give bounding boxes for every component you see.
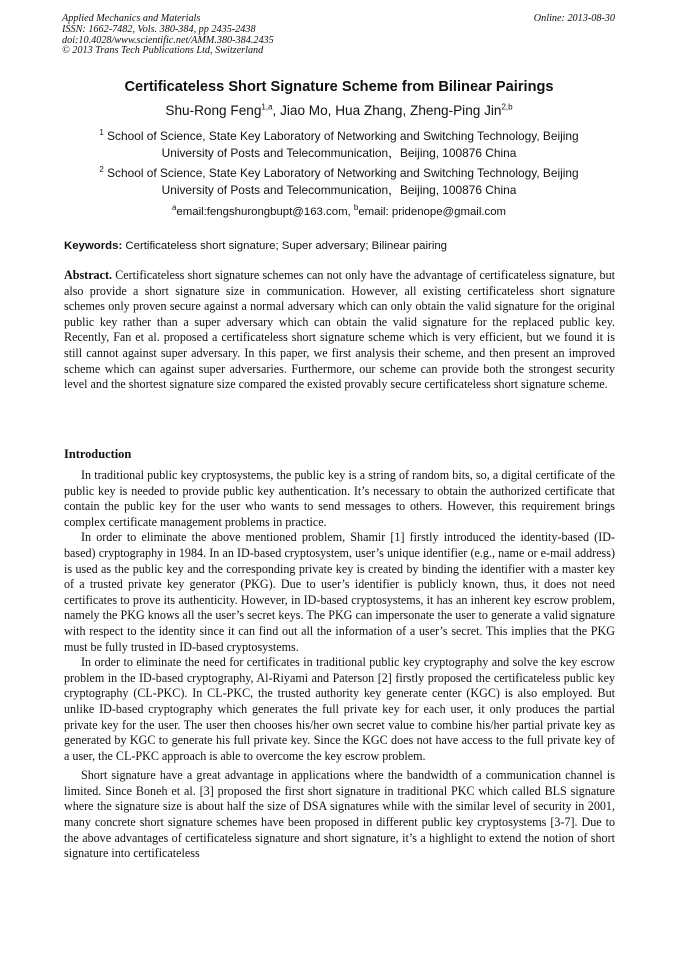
email-b: email: pridenope@gmail.com — [358, 206, 507, 218]
intro-paragraph-4: Short signature have a great advantage in applications where the bandwidth of a communication channel is limited. Since Boneh et al. [3] proposed the first short signature in traditional PKC which called BLS signature where the signature size is about half the size of DSA signatures while with the similar level of security in 2001, many concrete short signature schemes have been proposed in different public key cryptosystems [3-7]. Due to the above advantages of certificateless signature and short signature, it’s a highlight to extend the notion of short signature into certificateless — [64, 768, 615, 861]
affiliation-2-line2: University of Posts and Telecommunication，Beijing, 100876 China — [161, 182, 517, 197]
intro-paragraph-2: In order to eliminate the above mentioned problem, Shamir [1] firstly introduced the identity-based (ID-based) cryptography in 1984. In an ID-based cryptosystem, user’s unique identifier (e.g., name or e-mail address) is used as the public key and the corresponding private key is created by binding the identifier with a master key of a trusted private key generator (PKG). Due to user’s identifier is publicly known, thus, it does not need certificates to prove its authenticity. However, in ID-based cryptosystems, it has an inherent key escrow problem, namely the PKG knows all the user’s secret keys. The PKG can impersonate the user to generate a valid signature with respect to the identity since it can find out all the information of a user’s secret. This implies that the PKG must be fully trusted in ID-based cryptosystems. — [64, 530, 615, 654]
author-1-sup: 1,a — [261, 102, 273, 112]
copyright-line: © 2013 Trans Tech Publications Ltd, Switzerland — [62, 45, 264, 57]
introduction-body — [64, 468, 615, 862]
author-1: Shu-Rong Feng — [165, 103, 262, 118]
abstract-text: Certificateless short signature schemes can not only have the advantage of certificateless signature, but also provide a short signature size in communication. However, all existing certificateless short signature schemes only proven secure against a normal adversary which can only obtain the valid signature for the original public key rather than a super adversary which can obtain the valid signature for the replaced public key. Recently, Fan et al. proposed a certificateless short signature scheme which is very efficient, but we found it is still cannot against super adversary. In this paper, we first analysis their scheme, and then present an improved scheme which can against super adversaries. Furthermore, our scheme can provide both the strongest security level and the shortest signature size compared the existed provably secure certificateless short signature scheme. — [64, 268, 615, 392]
email-a-sup: a — [171, 203, 177, 213]
keywords-label: Keywords: — [64, 240, 123, 252]
affiliation-1-line2: University of Posts and Telecommunication，Beijing, 100876 China — [161, 145, 517, 160]
email-a: email:fengshurongbupt@163.com, — [176, 206, 354, 218]
author-rest: , Jiao Mo, Hua Zhang, Zheng-Ping Jin — [272, 103, 502, 118]
affiliation-1-line1: School of Science, State Key Laboratory of Networking and Switching Technology, Beijing — [107, 129, 579, 143]
issn-line: ISSN: 1662-7482, Vols. 380-384, pp 2435-2438 — [62, 23, 256, 35]
intro-paragraph-1: In traditional public key cryptosystems, the public key is a string of random bits, so, a digital certificate of the public key is needed to provide public key authentication. It’s necessary to obtain the authorized certificate that contain the public key for the user who wants to send messages to others. However, this requirement brings complex certificate management problems in practice. — [64, 468, 615, 529]
author-list — [40, 103, 638, 118]
affiliation-2 — [60, 165, 618, 198]
affiliation-2-num: 2 — [99, 165, 104, 175]
email-b-sup: b — [353, 203, 359, 213]
author-rest-sup: 2,b — [501, 102, 513, 112]
abstract — [64, 268, 615, 393]
paper-title: Certificateless Short Signature Scheme from Bilinear Pairings — [124, 79, 554, 95]
author-emails — [40, 203, 638, 218]
affiliation-2-line1: School of Science, State Key Laboratory of Networking and Switching Technology, Beijing — [107, 166, 579, 180]
affiliation-1-num: 1 — [99, 128, 104, 138]
doi-line: doi:10.4028/www.scientific.net/AMM.380-384.2435 — [62, 34, 274, 46]
introduction-heading: Introduction — [64, 447, 132, 461]
abstract-label: Abstract. — [64, 268, 113, 282]
journal-header — [62, 14, 615, 57]
journal-name: Applied Mechanics and Materials — [62, 13, 201, 24]
affiliation-1 — [60, 128, 618, 161]
intro-paragraph-3: In order to eliminate the need for certificates in traditional public key cryptography and solve the key escrow problem in the ID-based cryptography, Al-Riyami and Paterson [2] firstly proposed the certificateless public key cryptography (CL-PKC). In CL-PKC, the trusted authority key generate center (KGC) is also employed. But unlike ID-based cryptography which generates the full private key for each user, it only produces the partial private key for the user. The user then chooses his/her own secret value to combine his/her partial private key as generated by KGC to generate his full private key. Since the KGC does not have access to the full private key of a user, the CL-PKC approach is able to overcome the key escrow problem. — [64, 655, 615, 763]
keywords-line — [64, 240, 616, 252]
keywords-text: Certificateless short signature; Super adversary; Bilinear pairing — [122, 240, 448, 252]
online-date: Online: 2013-08-30 — [533, 13, 615, 24]
